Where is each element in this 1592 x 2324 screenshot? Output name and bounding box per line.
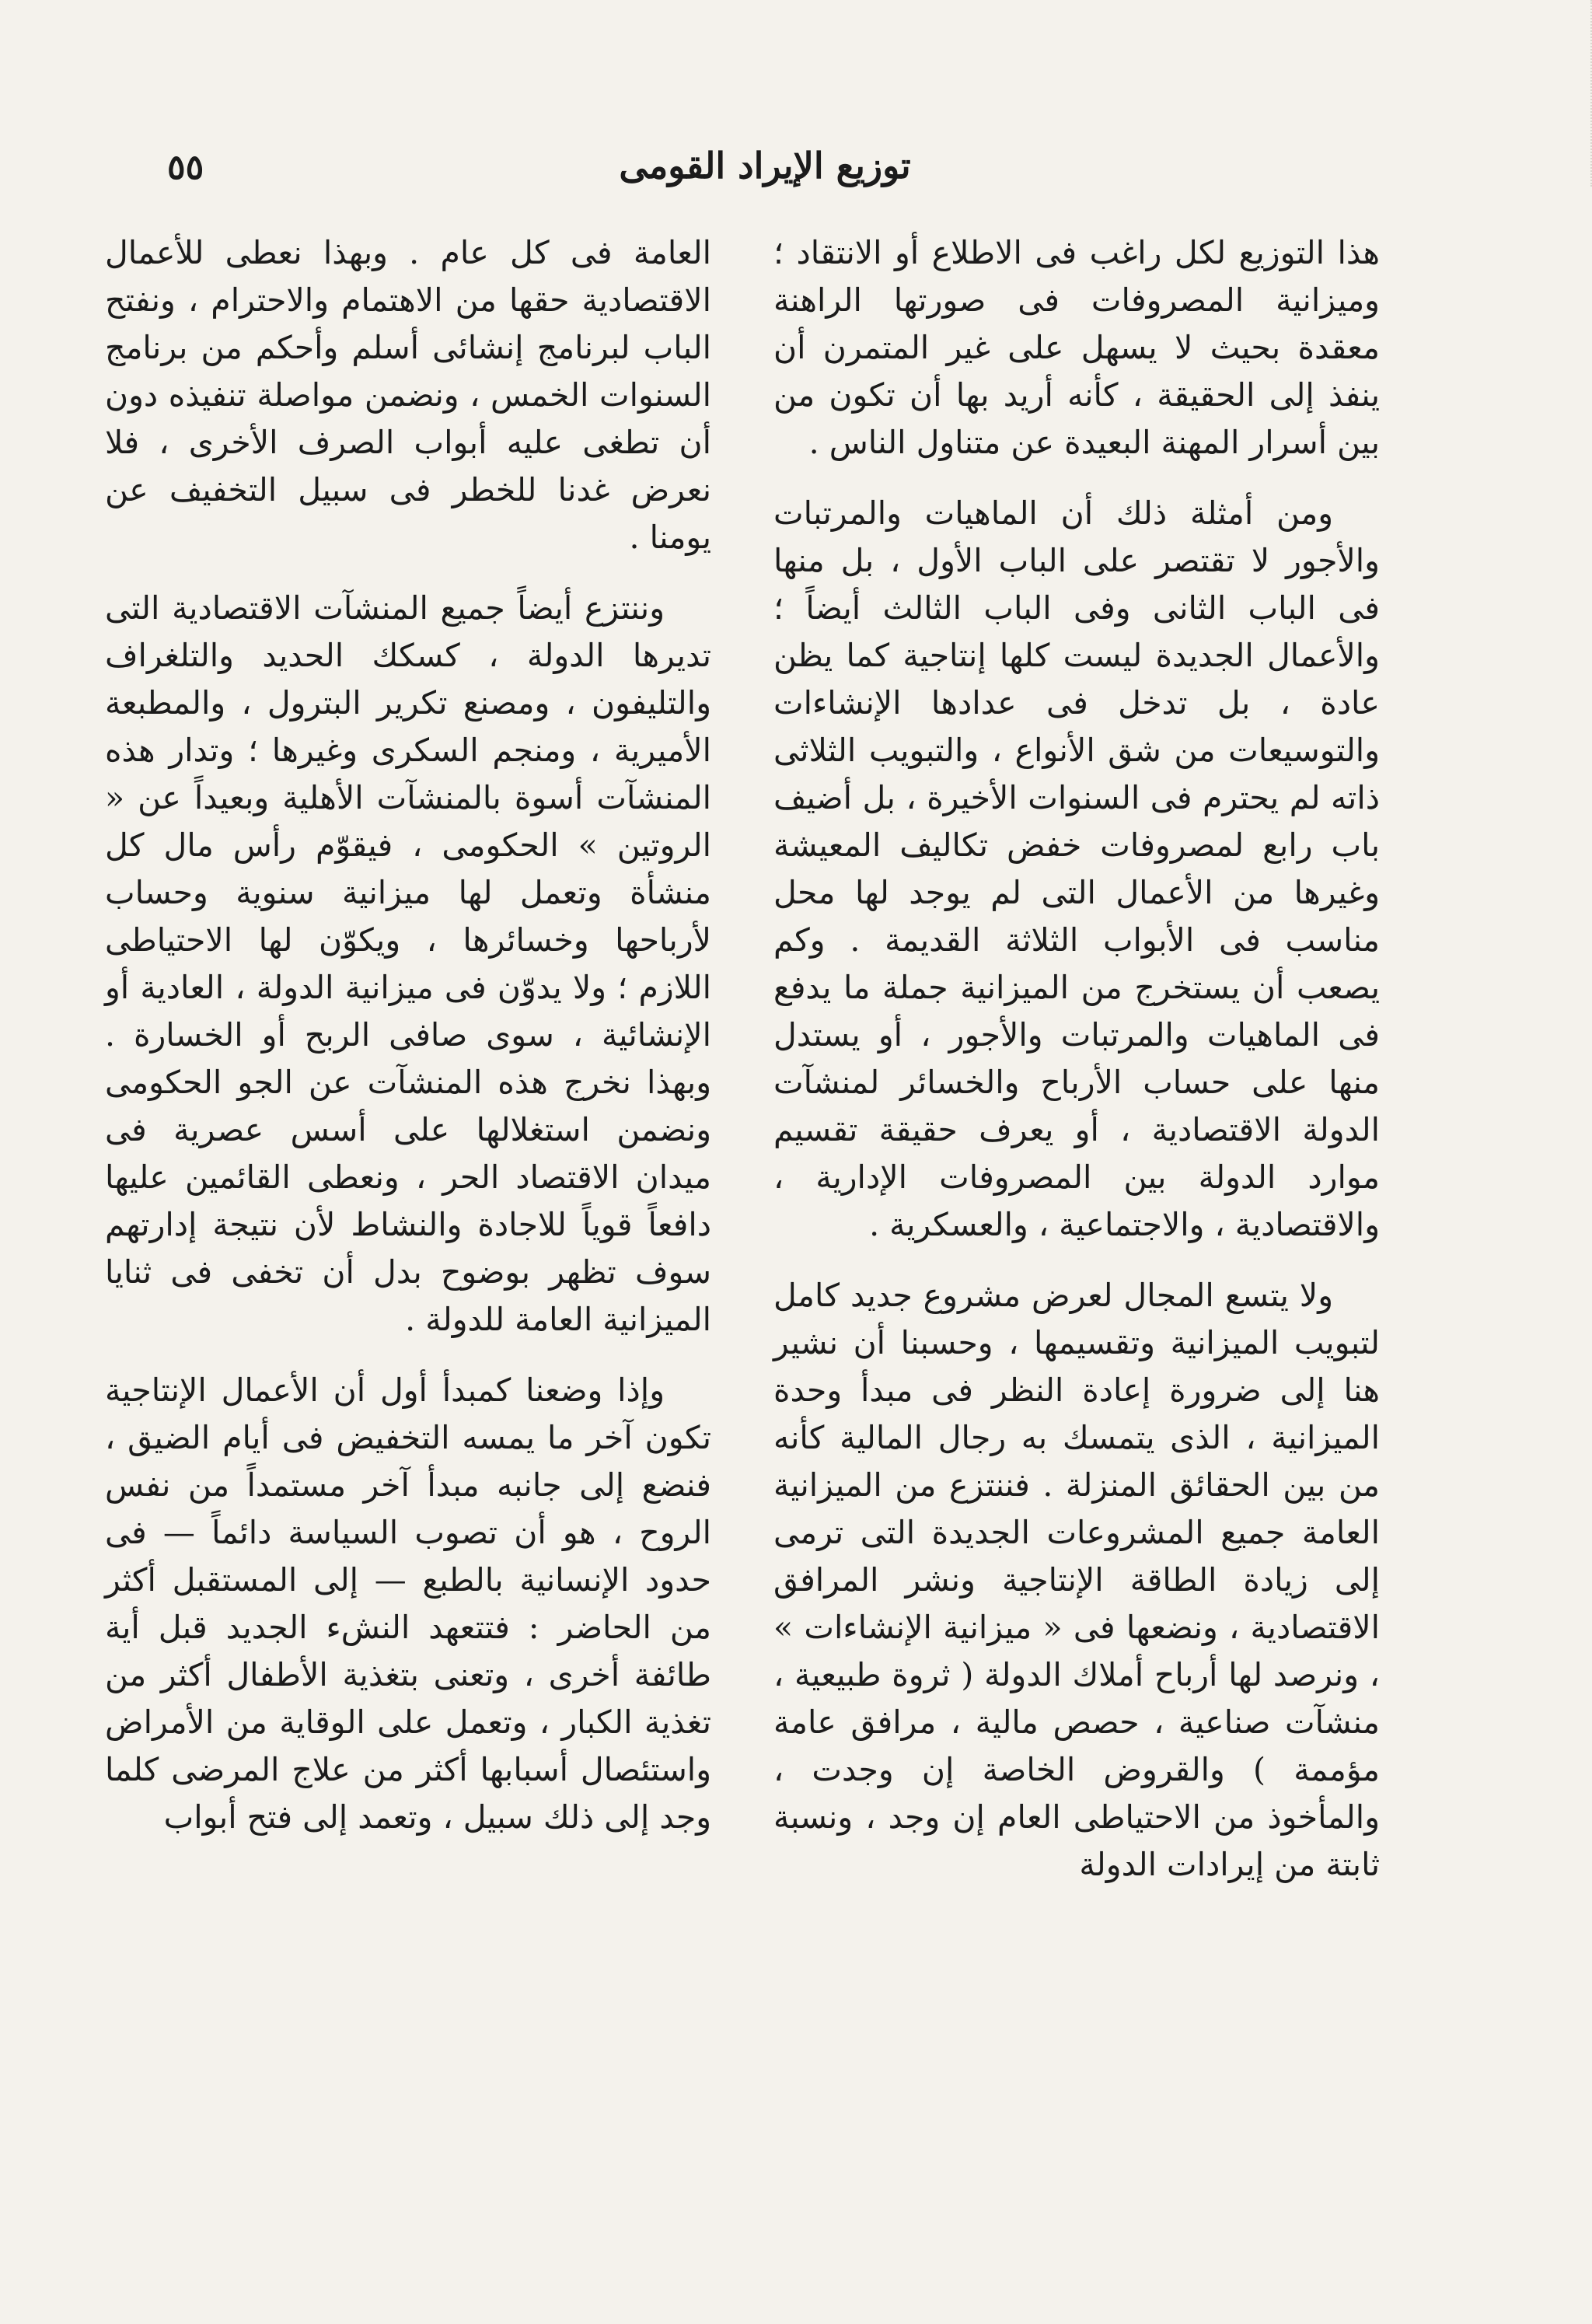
page-header — [0, 140, 1592, 202]
paragraph: وننتزع أيضاً جميع المنشآت الاقتصادية التى تديرها الدولة ، كسكك الحديد والتلغراف والتليفون ، ومصنع تكرير البترول ، والمطبعة الأميرية ، ومنجم السكرى وغيرها ؛ وتدار هذه المنشآت أسوة بالمنشآت الأهلية وبعيداً عن « الروتين » الحكومى ، فيقوّم رأس مال كل منشأة وتعمل لها ميزانية سنوية وحساب لأرباحها وخسائرها ، ويكوّن لها الاحتياطى اللازم ؛ ولا يدوّن فى ميزانية الدولة ، العادية أو الإنشائية ، سوى صافى الربح أو الخسارة . وبهذا نخرج هذه المنشآت عن الجو الحكومى ونضمن استغلالها على أسس عصرية فى ميدان الاقتصاد الحر ، ونعطى القائمين عليها دافعاً قوياً للاجادة والنشاط لأن نتيجة إدارتهم سوف تظهر بوضوح بدل أن تخفى فى ثنايا الميزانية العامة للدولة . — [105, 589, 711, 1338]
paragraph: هذا التوزيع لكل راغب فى الاطلاع أو الانتقاد ؛ وميزانية المصروفات فى صورتها الراهنة معقدة بحيث لا يسهل على غير المتمرن أن ينفذ إلى الحقيقة ، كأنه أريد بها أن تكون من بين أسرار المهنة البعيدة عن متناول الناس . — [773, 234, 1380, 461]
page-number: ٥٥ — [167, 148, 204, 187]
left-column — [105, 229, 711, 1864]
paragraph: ولا يتسع المجال لعرض مشروع جديد كامل لتبويب الميزانية وتقسيمها ، وحسبنا أن نشير هنا إلى ضرورة إعادة النظر فى مبدأ وحدة الميزانية ، الذى يتمسك به رجال المالية كأنه من بين الحقائق المنزلة . فننتزع من الميزانية العامة جميع المشروعات الجديدة التى ترمى إلى زيادة الطاقة الإنتاجية ونشر المرافق الاقتصادية ، ونضعها فى « ميزانية الإنشاءات » ، ونرصد لها أرباح أملاك الدولة ( ثروة طبيعية ، منشآت صناعية ، حصص مالية ، مرافق عامة مؤممة ) والقروض الخاصة إن وجدت ، والمأخوذ من الاحتياطى العام إن وجد ، ونسبة ثابتة من إيرادات الدولة — [773, 1277, 1381, 1883]
paragraph: ومن أمثلة ذلك أن الماهيات والمرتبات والأجور لا تقتصر على الباب الأول ، بل منها فى الباب الثانى وفى الباب الثالث أيضاً ؛ والأعمال الجديدة ليست كلها إنتاجية كما يظن عادة ، بل تدخل فى عدادها الإنشاءات والتوسيعات من شق الأنواع ، والتبويب الثلاثى ذاته لم يحترم فى السنوات الأخيرة ، بل أضيف باب رابع لمصروفات خفض تكاليف المعيشة وغيرها من الأعمال التى لم يوجد لها محل مناسب فى الأبواب الثلاثة القديمة . وكم يصعب أن يستخرج من الميزانية جملة ما يدفع فى الماهيات والمرتبات والأجور ، أو يستدل منها على حساب الأرباح والخسائر لمنشآت الدولة الاقتصادية ، أو يعرف حقيقة تقسيم موارد الدولة بين المصروفات الإدارية ، والاقتصادية ، والاجتماعية ، والعسكرية . — [773, 495, 1380, 1243]
right-column — [773, 229, 1380, 1912]
running-title: توزيع الإيراد القومى — [619, 145, 911, 187]
paragraph: العامة فى كل عام . وبهذا نعطى للأعمال الاقتصادية حقها من الاهتمام والاحترام ، ونفتح الباب لبرنامج إنشائى أسلم وأحكم من برنامج السنوات الخمس ، ونضمن مواصلة تنفيذه دون أن تطغى عليه أبواب الصرف الأخرى ، فلا نعرض غدنا للخطر فى سبيل التخفيف عن يومنا . — [105, 234, 711, 556]
paragraph: وإذا وضعنا كمبدأ أول أن الأعمال الإنتاجية تكون آخر ما يمسه التخفيض فى أيام الضيق ، فنضع إلى جانبه مبدأ آخر مستمداً من نفس الروح ، هو أن تصوب السياسة دائماً — فى حدود الإنسانية بالطبع — إلى المستقبل أكثر من الحاضر : فتتعهد النشء الجديد قبل أية طائفة أخرى ، وتعنى بتغذية الأطفال أكثر من تغذية الكبار ، وتعمل على الوقاية من الأمراض واستئصال أسبابها أكثر من علاج المرضى كلما وجد إلى ذلك سبيل ، وتعمد إلى فتح أبواب — [105, 1372, 711, 1836]
